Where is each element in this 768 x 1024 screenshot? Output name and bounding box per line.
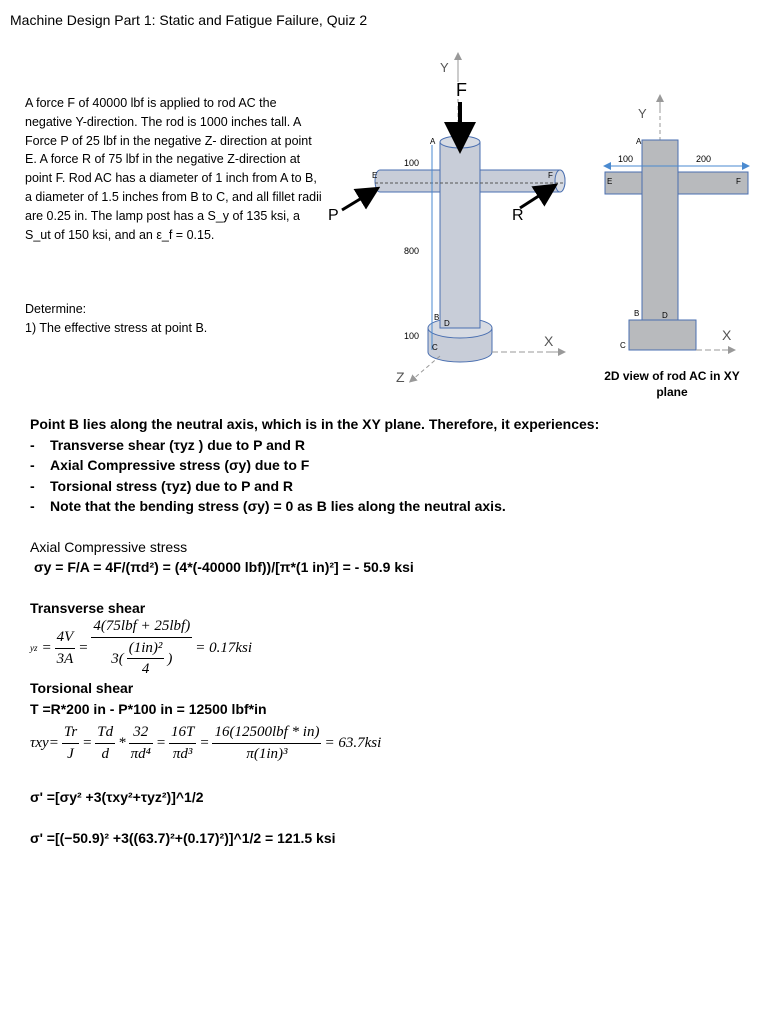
question-1: 1) The effective stress at point B. <box>25 320 208 335</box>
axial-heading: Axial Compressive stress <box>30 538 188 555</box>
iso-dim-800: 800 <box>404 246 420 256</box>
solution-intro: Point B lies along the neutral axis, which is in the XY plane. Therefore, it experiences: <box>30 416 600 432</box>
iso-y-axis-label: Y <box>440 60 449 75</box>
axial-equation: σy = F/A = 4F/(πd²) = (4*(-40000 lbf))/[π*(1 in)²] = - 50.9 ksi <box>34 559 414 575</box>
shear-lhs: yz <box>30 642 38 653</box>
view2d-pt-c: C <box>620 341 626 350</box>
view2d-caption-line2: plane <box>656 385 688 399</box>
view2d-pt-a: A <box>636 137 642 146</box>
view2d-y-axis-label: Y <box>638 106 647 121</box>
solution <box>30 414 750 848</box>
view2d-pt-b: B <box>634 309 640 318</box>
view-2d <box>604 98 748 399</box>
iso-pt-d: D <box>444 319 450 328</box>
stress-list <box>30 435 750 517</box>
page-title: Machine Design Part 1: Static and Fatigue Failure, Quiz 2 <box>10 12 368 28</box>
view2d-dim-200: 200 <box>696 154 712 164</box>
shear-result: = 0.17ksi <box>195 639 253 656</box>
force-r-label: R <box>512 207 524 224</box>
iso-pt-f: F <box>548 171 553 180</box>
von-mises-numeric: σ' =[(−50.9)² +3((63.7)²+(0.17)²)]^1/2 = 121.5 ksi <box>30 829 336 846</box>
list-item: - Axial Compressive stress (σy) due to F <box>30 455 750 476</box>
iso-z-axis-label: Z <box>396 369 405 385</box>
list-item: - Note that the bending stress (σy) = 0 as B lies along the neutral axis. <box>30 496 750 517</box>
torque-equation: T =R*200 in - P*100 in = 12500 lbf*in <box>30 700 267 717</box>
list-item: - Transverse shear (τyz ) due to P and R <box>30 435 750 456</box>
rod-diagram <box>320 50 760 400</box>
determine-heading: Determine: <box>25 302 87 316</box>
determine-block <box>25 300 207 338</box>
shear-frac2: 4(75lbf + 25lbf) 3( $\frac{\text{(1in)²}}{4}$ ) <box>93 618 191 678</box>
shear-frac1: $\frac{4V}{3A}$ <box>56 629 74 667</box>
iso-x-axis-label: X <box>544 333 554 349</box>
view2d-pt-f: F <box>736 177 741 186</box>
iso-pt-c: C <box>432 343 438 352</box>
view2d-x-axis-label: X <box>722 327 732 343</box>
torsion-lhs: τxy <box>30 734 49 751</box>
list-item: - Torsional stress (τyz) due to P and R <box>30 476 750 497</box>
von-mises-general: σ' =[σy² +3(τxy²+τyz²)]^1/2 <box>30 789 204 805</box>
iso-pt-b: B <box>434 313 440 322</box>
force-f-label: F <box>456 80 467 100</box>
shear-equation: yz = $\frac{4V}{3A}$ = 4(75lbf + 25lbf) 3( $\frac{\text{(1in)²}}{4}$ ) = 0.17ksi <box>30 618 750 678</box>
iso-pt-e: E <box>372 171 378 180</box>
iso-pt-a: A <box>430 137 436 146</box>
view2d-caption-line1: 2D view of rod AC in XY <box>604 369 740 383</box>
shear-heading: Transverse shear <box>30 599 146 616</box>
force-p-label: P <box>328 207 339 224</box>
torsion-heading: Torsional shear <box>30 680 134 696</box>
view2d-pt-d: D <box>662 311 668 320</box>
iso-dim-100-top: 100 <box>404 158 420 168</box>
view2d-pt-e: E <box>607 177 613 186</box>
problem-paragraph: A force F of 40000 lbf is applied to rod AC the negative Y-direction. The rod is 1000 inches tall. A Force P of 25 lbf in the negative Z- direction at point E. A force R of 75 lbf in the negative Z-direction at point F. Rod AC has a diameter of 1 inch from A to B, a diameter of 1.5 inches from B to C, and all fillet radii are 0.25 in. The lamp post has a S_y of 135 ksi, a S_ut of 150 ksi, and an ε_f = 0.15. <box>25 96 322 242</box>
iso-dim-100-bottom: 100 <box>404 331 420 341</box>
view2d-dim-100: 100 <box>618 154 634 164</box>
iso-view <box>328 56 565 385</box>
problem-statement <box>25 94 325 244</box>
torsion-result: = 63.7ksi <box>324 734 382 751</box>
torsion-equation: τxy = $\frac{Tr}{J}$ = $\frac{Td}{d}$ * $\frac{32}{\text{πd⁴}}$ = $\frac{16T}{\text{πd³}}$ = $\frac{\text{16(12500lbf * in)}}{\text{π(1in)³}}$ = 63.7ksi <box>30 724 382 762</box>
